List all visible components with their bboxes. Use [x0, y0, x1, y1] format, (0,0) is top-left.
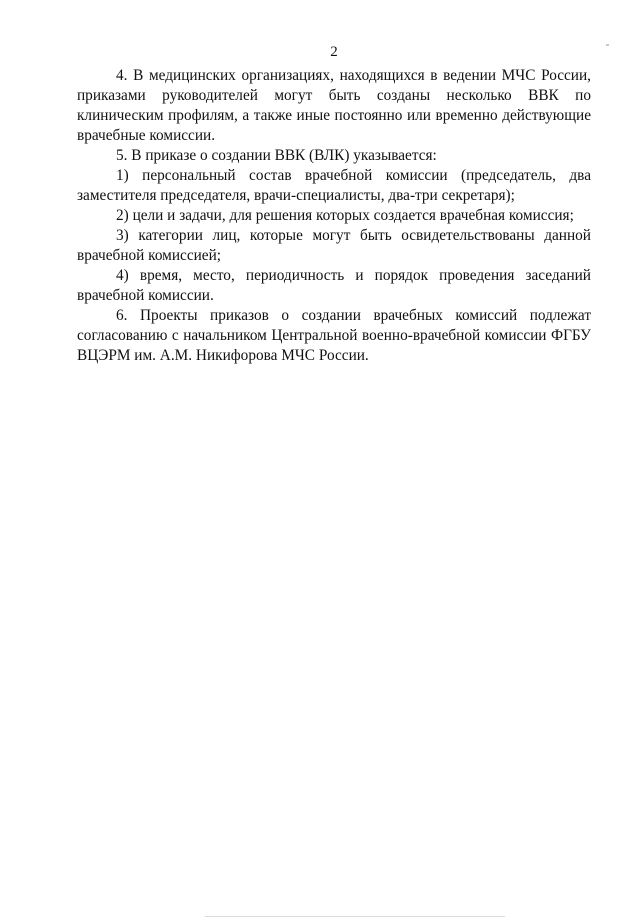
page-number: 2	[330, 44, 338, 60]
paragraph-5: 5. В приказе о создании ВВК (ВЛК) указывается:	[116, 147, 437, 164]
document-body	[77, 66, 591, 366]
list-item-2: 2) цели и задачи, для решения которых создается врачебная комиссия;	[116, 207, 574, 224]
scan-mark	[606, 44, 609, 46]
paragraph-6: 6. Проекты приказов о создании врачебных комиссий подлежат согласованию с начальником Центральной военно-врачебной комиссии ФГБУ ВЦЭРМ им. А.М. Никифорова МЧС России.	[77, 307, 591, 364]
scan-edge-line	[205, 916, 505, 917]
list-item-1: 1) персональный состав врачебной комиссии (председатель, два заместителя председателя, врачи-специалисты, два-три секретаря);	[77, 167, 591, 204]
paragraph-4: 4. В медицинских организациях, находящихся в ведении МЧС России, приказами руководителей могут быть созданы несколько ВВК по клиническим профилям, а также иные постоянно или временно действующие врачебные комиссии.	[77, 67, 591, 144]
list-item-3: 3) категории лиц, которые могут быть освидетельствованы данной врачебной комиссией;	[77, 227, 591, 264]
list-item-4: 4) время, место, периодичность и порядок проведения заседаний врачебной комиссии.	[77, 267, 591, 304]
